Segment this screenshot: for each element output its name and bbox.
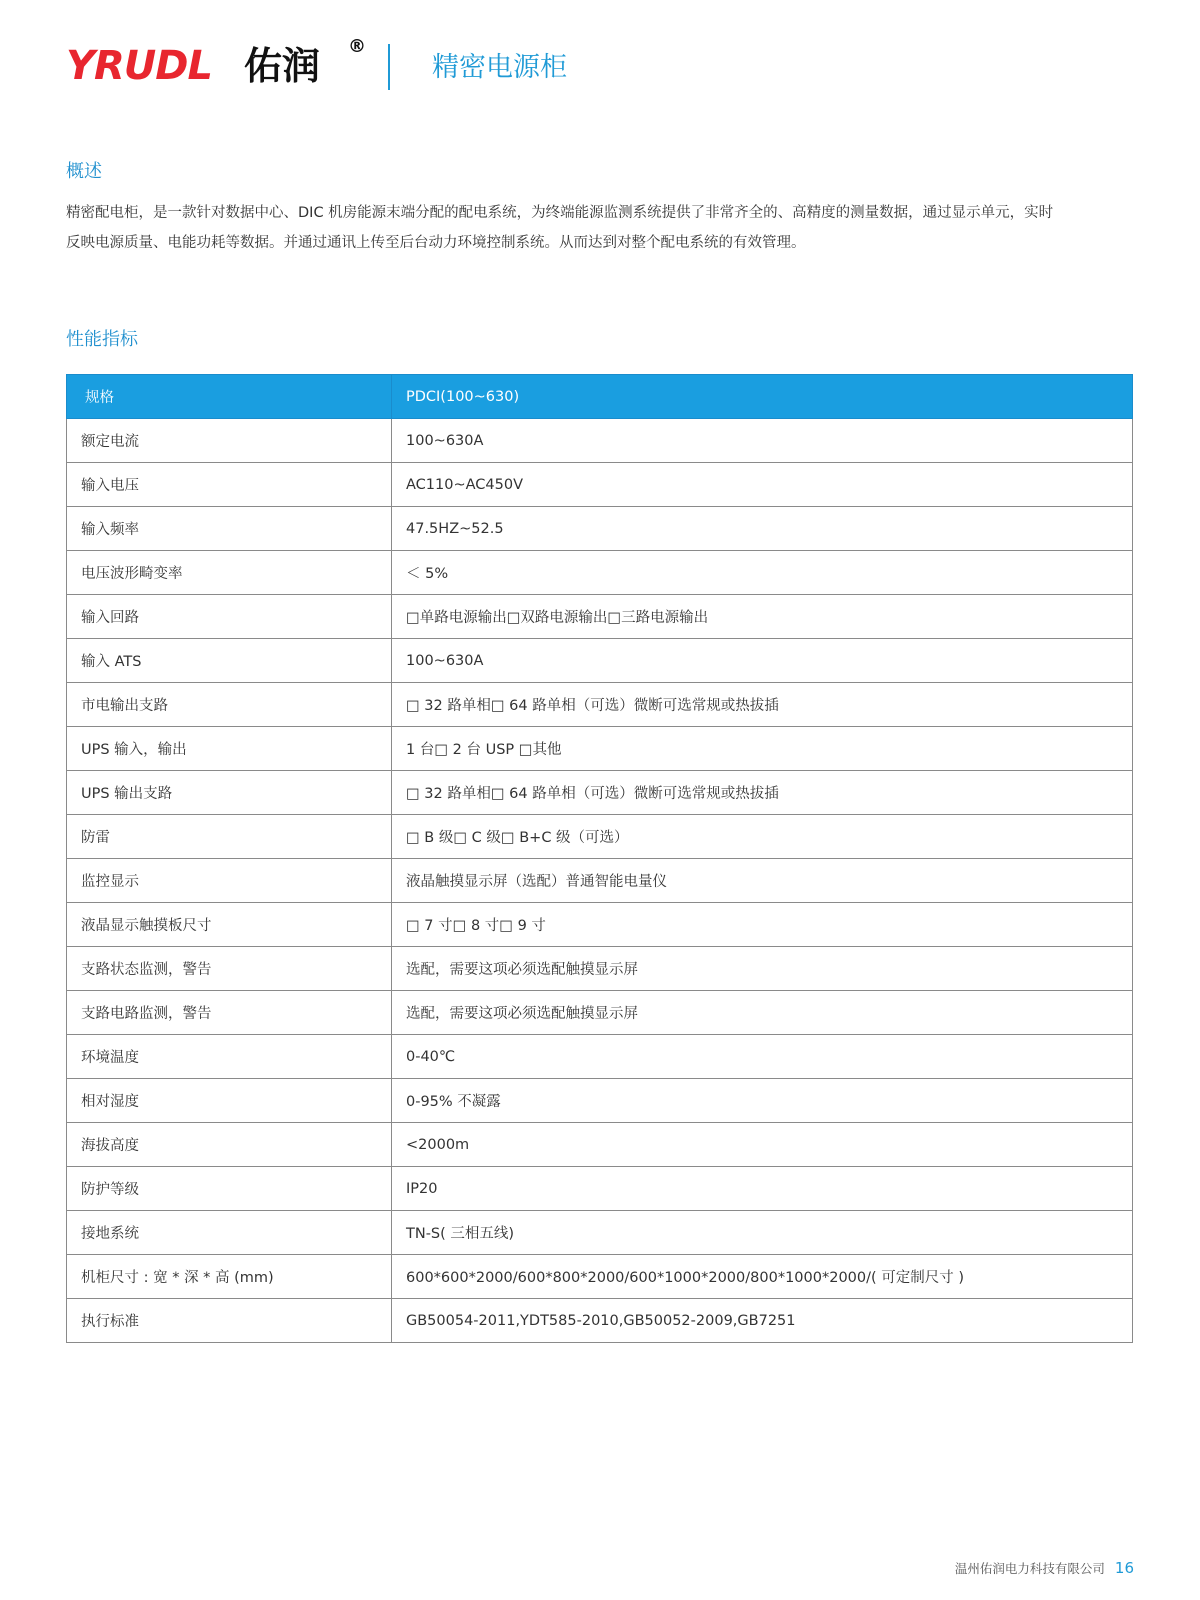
table-row	[67, 1123, 1133, 1167]
table-row	[67, 683, 1133, 727]
spec-param-cell: 输入 ATS	[67, 639, 392, 683]
spec-value-cell: □ B 级□ C 级□ B+C 级（可选）	[392, 815, 1133, 859]
spec-value-cell: 47.5HZ~52.5	[392, 507, 1133, 551]
table-header-row	[67, 375, 1133, 419]
spec-value-cell: 1 台□ 2 台 USP □其他	[392, 727, 1133, 771]
spec-value-cell: <2000m	[392, 1123, 1133, 1167]
table-row	[67, 551, 1133, 595]
brand-logo-latin: YRUDL	[66, 43, 212, 89]
spec-value-cell: GB50054-2011,YDT585-2010,GB50052-2009,GB7251	[392, 1299, 1133, 1343]
spec-param-cell: 额定电流	[67, 419, 392, 463]
spec-param-cell: 液晶显示触摸板尺寸	[67, 903, 392, 947]
table-row	[67, 639, 1133, 683]
page-number: 16	[1114, 1559, 1134, 1577]
overview-heading: 概述	[66, 161, 102, 182]
spec-param-cell: 相对湿度	[67, 1079, 392, 1123]
table-row	[67, 1035, 1133, 1079]
page-footer	[955, 1558, 1134, 1579]
table-row	[67, 1079, 1133, 1123]
spec-value-cell: □ 32 路单相□ 64 路单相（可选）微断可选常规或热拔插	[392, 771, 1133, 815]
spec-value-cell: 选配，需要这项必须选配触摸显示屏	[392, 991, 1133, 1035]
spec-value-cell: 100~630A	[392, 639, 1133, 683]
page-title: 精密电源柜	[432, 52, 567, 83]
table-row	[67, 859, 1133, 903]
table-row	[67, 727, 1133, 771]
spec-param-cell: 环境温度	[67, 1035, 392, 1079]
spec-value-cell: 100~630A	[392, 419, 1133, 463]
table-row	[67, 771, 1133, 815]
table-row	[67, 991, 1133, 1035]
page-header	[66, 36, 1146, 92]
table-row	[67, 903, 1133, 947]
spec-param-cell: UPS 输入，输出	[67, 727, 392, 771]
table-row	[67, 595, 1133, 639]
spec-param-cell: 市电输出支路	[67, 683, 392, 727]
spec-value-cell: IP20	[392, 1167, 1133, 1211]
spec-value-cell: 液晶触摸显示屏（选配）普通智能电量仪	[392, 859, 1133, 903]
spec-param-cell: 海拔高度	[67, 1123, 392, 1167]
spec-param-cell: 机柜尺寸 : 宽 * 深 * 高 (mm)	[67, 1255, 392, 1299]
spec-param-cell: 监控显示	[67, 859, 392, 903]
spec-param-cell: 输入回路	[67, 595, 392, 639]
footer-company: 温州佑润电力科技有限公司	[954, 1561, 1105, 1576]
table-row	[67, 815, 1133, 859]
spec-param-cell: 接地系统	[67, 1211, 392, 1255]
spec-value-cell: ＜ 5%	[392, 551, 1133, 595]
brand-logo-chinese: 佑润	[244, 44, 321, 88]
spec-param-cell: 输入电压	[67, 463, 392, 507]
spec-value-cell: 0-40℃	[392, 1035, 1133, 1079]
spec-value-cell: 600*600*2000/600*800*2000/600*1000*2000/800*1000*2000/( 可定制尺寸 )	[392, 1255, 1133, 1299]
spec-param-cell: 防雷	[67, 815, 392, 859]
table-row	[67, 1255, 1133, 1299]
spec-value-cell: □ 7 寸□ 8 寸□ 9 寸	[392, 903, 1133, 947]
spec-param-cell: 输入频率	[67, 507, 392, 551]
table-row	[67, 1299, 1133, 1343]
spec-param-cell: 执行标准	[67, 1299, 392, 1343]
header-divider	[388, 44, 390, 90]
spec-param-cell: 支路状态监测，警告	[67, 947, 392, 991]
table-row	[67, 1167, 1133, 1211]
header-cell-model: PDCI(100~630)	[392, 375, 1133, 419]
table-row	[67, 419, 1133, 463]
spec-value-cell: □ 32 路单相□ 64 路单相（可选）微断可选常规或热拔插	[392, 683, 1133, 727]
table-row	[67, 947, 1133, 991]
spec-param-cell: 支路电路监测，警告	[67, 991, 392, 1035]
spec-value-cell: TN-S( 三相五线)	[392, 1211, 1133, 1255]
spec-value-cell: □单路电源输出□双路电源输出□三路电源输出	[392, 595, 1133, 639]
table-row	[67, 463, 1133, 507]
spec-value-cell: 选配，需要这项必须选配触摸显示屏	[392, 947, 1133, 991]
table-row	[67, 507, 1133, 551]
registered-mark: ®	[348, 36, 366, 57]
header-cell-param: 规格	[67, 375, 392, 419]
overview-paragraph: 精密配电柜，是一款针对数据中心、DIC 机房能源末端分配的配电系统，为终端能源监测系统提供了非常齐全的、高精度的测量数据，通过显示单元，实时反映电源质量、电能功耗等数据。并通过通讯上传至后台动力环境控制系统。从而达到对整个配电系统的有效管理。	[66, 205, 1054, 251]
specs-heading: 性能指标	[66, 329, 138, 350]
spec-param-cell: 电压波形畸变率	[67, 551, 392, 595]
spec-param-cell: UPS 输出支路	[67, 771, 392, 815]
specs-table	[66, 374, 1133, 1343]
table-row	[67, 1211, 1133, 1255]
spec-value-cell: 0-95% 不凝露	[392, 1079, 1133, 1123]
spec-value-cell: AC110~AC450V	[392, 463, 1133, 507]
spec-param-cell: 防护等级	[67, 1167, 392, 1211]
